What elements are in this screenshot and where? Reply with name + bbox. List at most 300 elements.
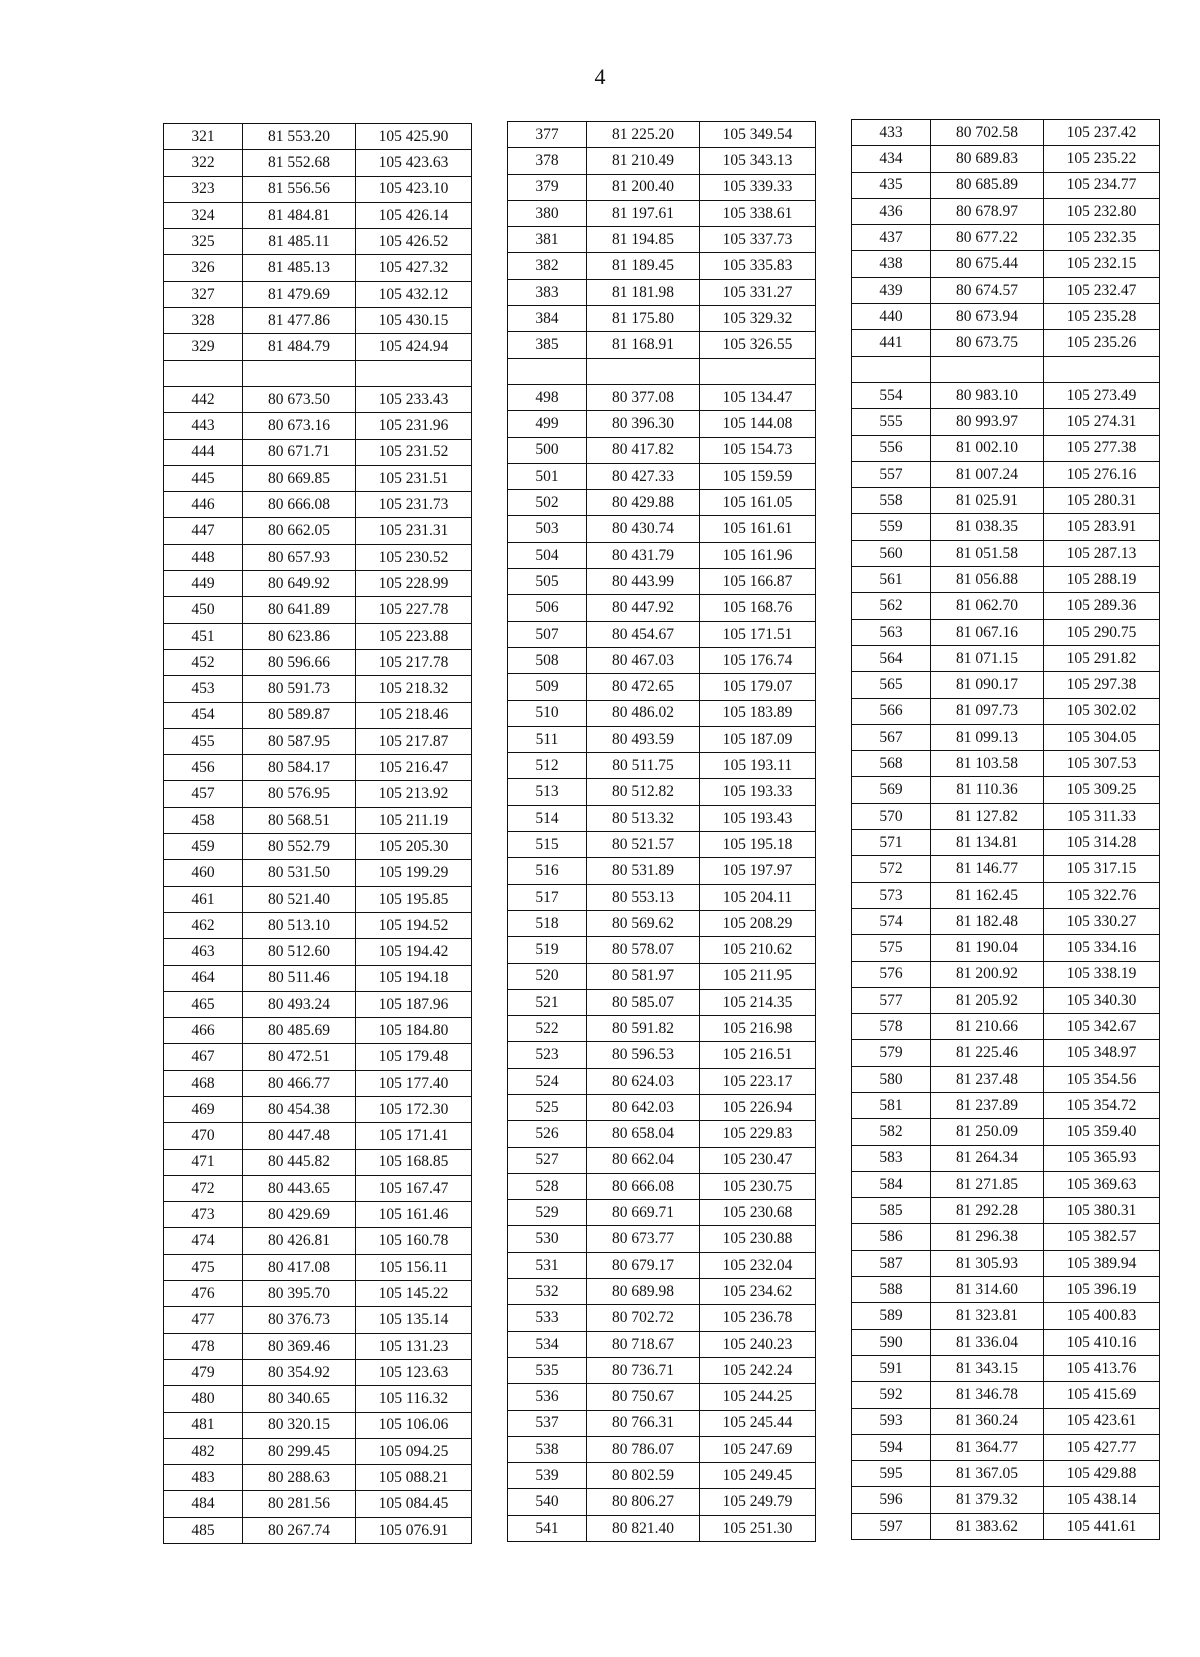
point-number-cell: 325 [164,229,243,255]
point-number-cell: 507 [508,621,587,647]
y-coordinate-cell: 105 432.12 [356,281,472,307]
y-coordinate-cell: 105 195.18 [700,832,816,858]
y-coordinate-cell: 105 331.27 [700,279,816,305]
point-number-cell: 519 [508,937,587,963]
point-number-cell: 441 [852,330,931,356]
table-row [508,989,816,1015]
table-row [852,1277,1160,1303]
table-row [508,1279,816,1305]
table-row [164,1307,472,1333]
x-coordinate-cell: 81 025.91 [931,488,1044,514]
y-coordinate-cell: 105 211.95 [700,963,816,989]
table-row [508,1305,816,1331]
y-coordinate-cell: 105 334.16 [1044,935,1160,961]
x-coordinate-cell: 80 673.77 [587,1226,700,1252]
empty-cell [243,360,356,386]
x-coordinate-cell: 81 002.10 [931,435,1044,461]
table-row [852,1119,1160,1145]
y-coordinate-cell: 105 369.63 [1044,1171,1160,1197]
table-row [852,277,1160,303]
x-coordinate-cell: 81 323.81 [931,1303,1044,1329]
point-number-cell: 537 [508,1410,587,1436]
point-number-cell: 503 [508,516,587,542]
x-coordinate-cell: 81 225.20 [587,122,700,148]
table-row [508,832,816,858]
table-row [164,834,472,860]
x-coordinate-cell: 80 662.04 [587,1147,700,1173]
y-coordinate-cell: 105 227.78 [356,597,472,623]
table-row [508,937,816,963]
table-row [852,1487,1160,1513]
point-number-cell: 576 [852,961,931,987]
table-row [164,728,472,754]
point-number-cell: 564 [852,645,931,671]
point-number-cell: 589 [852,1303,931,1329]
y-coordinate-cell: 105 290.75 [1044,619,1160,645]
x-coordinate-cell: 80 485.69 [243,1018,356,1044]
table-row [508,858,816,884]
table-row [164,1491,472,1517]
point-number-cell: 433 [852,120,931,146]
table-row [164,413,472,439]
y-coordinate-cell: 105 231.96 [356,413,472,439]
point-number-cell: 580 [852,1066,931,1092]
y-coordinate-cell: 105 343.13 [700,148,816,174]
y-coordinate-cell: 105 342.67 [1044,1014,1160,1040]
y-coordinate-cell: 105 425.90 [356,124,472,150]
x-coordinate-cell: 81 162.45 [931,882,1044,908]
x-coordinate-cell: 81 383.62 [931,1513,1044,1539]
y-coordinate-cell: 105 277.38 [1044,435,1160,461]
table-row [852,1513,1160,1539]
point-number-cell: 498 [508,384,587,410]
y-coordinate-cell: 105 429.88 [1044,1461,1160,1487]
y-coordinate-cell: 105 171.41 [356,1123,472,1149]
x-coordinate-cell: 80 673.16 [243,413,356,439]
table-row [508,279,816,305]
table-row [508,1226,816,1252]
table-row [852,803,1160,829]
x-coordinate-cell: 81 237.89 [931,1092,1044,1118]
point-number-cell: 437 [852,225,931,251]
y-coordinate-cell: 105 216.98 [700,1016,816,1042]
point-number-cell: 500 [508,437,587,463]
table-row [164,676,472,702]
point-number-cell: 328 [164,308,243,334]
y-coordinate-cell: 105 288.19 [1044,567,1160,593]
y-coordinate-cell: 105 280.31 [1044,488,1160,514]
y-coordinate-cell: 105 134.47 [700,384,816,410]
y-coordinate-cell: 105 441.61 [1044,1513,1160,1539]
table-row [852,1092,1160,1118]
x-coordinate-cell: 81 205.92 [931,987,1044,1013]
point-number-cell: 467 [164,1044,243,1070]
table-row [508,1121,816,1147]
x-coordinate-cell: 80 578.07 [587,937,700,963]
y-coordinate-cell: 105 166.87 [700,569,816,595]
y-coordinate-cell: 105 307.53 [1044,751,1160,777]
table-row [164,281,472,307]
point-number-cell: 323 [164,176,243,202]
y-coordinate-cell: 105 208.29 [700,910,816,936]
x-coordinate-cell: 80 511.46 [243,965,356,991]
y-coordinate-cell: 105 389.94 [1044,1250,1160,1276]
point-number-cell: 529 [508,1200,587,1226]
y-coordinate-cell: 105 161.61 [700,516,816,542]
table-row [852,1250,1160,1276]
x-coordinate-cell: 81 067.16 [931,619,1044,645]
x-coordinate-cell: 80 584.17 [243,755,356,781]
table-row [852,1303,1160,1329]
empty-cell [587,358,700,384]
x-coordinate-cell: 80 679.17 [587,1252,700,1278]
y-coordinate-cell: 105 235.22 [1044,146,1160,172]
point-number-cell: 584 [852,1171,931,1197]
point-number-cell: 573 [852,882,931,908]
x-coordinate-cell: 81 264.34 [931,1145,1044,1171]
point-number-cell: 449 [164,571,243,597]
y-coordinate-cell: 105 240.23 [700,1331,816,1357]
x-coordinate-cell: 80 678.97 [931,198,1044,224]
point-number-cell: 517 [508,884,587,910]
table-row [508,700,816,726]
point-number-cell: 565 [852,672,931,698]
x-coordinate-cell: 80 662.05 [243,518,356,544]
y-coordinate-cell: 105 235.28 [1044,304,1160,330]
y-coordinate-cell: 105 135.14 [356,1307,472,1333]
point-number-cell: 502 [508,490,587,516]
point-number-cell: 468 [164,1070,243,1096]
y-coordinate-cell: 105 116.32 [356,1386,472,1412]
table-row [508,963,816,989]
x-coordinate-cell: 81 479.69 [243,281,356,307]
x-coordinate-cell: 80 657.93 [243,544,356,570]
x-coordinate-cell: 81 200.92 [931,961,1044,987]
table-row [508,1515,816,1541]
x-coordinate-cell: 81 090.17 [931,672,1044,698]
table-row [164,1044,472,1070]
x-coordinate-cell: 81 225.46 [931,1040,1044,1066]
empty-cell [508,358,587,384]
point-number-cell: 324 [164,202,243,228]
table-row [508,200,816,226]
y-coordinate-cell: 105 231.51 [356,465,472,491]
table-row [852,382,1160,408]
y-coordinate-cell: 105 322.76 [1044,882,1160,908]
x-coordinate-cell: 81 336.04 [931,1329,1044,1355]
x-coordinate-cell: 81 367.05 [931,1461,1044,1487]
point-number-cell: 569 [852,777,931,803]
table-row [852,330,1160,356]
point-number-cell: 477 [164,1307,243,1333]
x-coordinate-cell: 80 417.82 [587,437,700,463]
y-coordinate-cell: 105 187.96 [356,991,472,1017]
y-coordinate-cell: 105 410.16 [1044,1329,1160,1355]
table-row [164,202,472,228]
y-coordinate-cell: 105 338.61 [700,200,816,226]
y-coordinate-cell: 105 193.43 [700,805,816,831]
table-row [164,334,472,360]
x-coordinate-cell: 80 320.15 [243,1412,356,1438]
table-row [164,571,472,597]
point-number-cell: 466 [164,1018,243,1044]
y-coordinate-cell: 105 183.89 [700,700,816,726]
point-number-cell: 522 [508,1016,587,1042]
y-coordinate-cell: 105 396.19 [1044,1277,1160,1303]
y-coordinate-cell: 105 232.47 [1044,277,1160,303]
y-coordinate-cell: 105 242.24 [700,1357,816,1383]
x-coordinate-cell: 81 210.66 [931,1014,1044,1040]
y-coordinate-cell: 105 218.46 [356,702,472,728]
x-coordinate-cell: 80 675.44 [931,251,1044,277]
x-coordinate-cell: 81 314.60 [931,1277,1044,1303]
y-coordinate-cell: 105 123.63 [356,1359,472,1385]
table-row [852,698,1160,724]
y-coordinate-cell: 105 230.52 [356,544,472,570]
x-coordinate-cell: 80 585.07 [587,989,700,1015]
x-coordinate-cell: 81 071.15 [931,645,1044,671]
point-number-cell: 327 [164,281,243,307]
table-row [508,1410,816,1436]
table-row [852,1355,1160,1381]
y-coordinate-cell: 105 314.28 [1044,830,1160,856]
x-coordinate-cell: 81 110.36 [931,777,1044,803]
point-number-cell: 572 [852,856,931,882]
table-row [852,1145,1160,1171]
y-coordinate-cell: 105 330.27 [1044,908,1160,934]
table-row [164,1517,472,1543]
table-row [164,386,472,412]
x-coordinate-cell: 80 443.99 [587,569,700,595]
point-number-cell: 527 [508,1147,587,1173]
point-number-cell: 586 [852,1224,931,1250]
y-coordinate-cell: 105 380.31 [1044,1198,1160,1224]
point-number-cell: 460 [164,860,243,886]
x-coordinate-cell: 80 472.51 [243,1044,356,1070]
table-row [508,306,816,332]
point-number-cell: 473 [164,1202,243,1228]
x-coordinate-cell: 80 786.07 [587,1436,700,1462]
point-number-cell: 472 [164,1175,243,1201]
table-row [852,1408,1160,1434]
table-row [852,304,1160,330]
y-coordinate-cell: 105 088.21 [356,1465,472,1491]
table-row [852,856,1160,882]
point-number-cell: 454 [164,702,243,728]
point-number-cell: 384 [508,306,587,332]
y-coordinate-cell: 105 161.05 [700,490,816,516]
y-coordinate-cell: 105 226.94 [700,1094,816,1120]
point-number-cell: 594 [852,1434,931,1460]
y-coordinate-cell: 105 172.30 [356,1096,472,1122]
point-number-cell: 566 [852,698,931,724]
point-number-cell: 512 [508,753,587,779]
x-coordinate-cell: 81 175.80 [587,306,700,332]
y-coordinate-cell: 105 340.30 [1044,987,1160,1013]
table-row [852,672,1160,698]
point-number-cell: 508 [508,647,587,673]
y-coordinate-cell: 105 251.30 [700,1515,816,1541]
table-row [852,1382,1160,1408]
y-coordinate-cell: 105 309.25 [1044,777,1160,803]
table-row [508,779,816,805]
table-row [508,1042,816,1068]
table-row [508,384,816,410]
table-row [852,409,1160,435]
point-number-cell: 538 [508,1436,587,1462]
y-coordinate-cell: 105 230.68 [700,1200,816,1226]
point-number-cell: 596 [852,1487,931,1513]
x-coordinate-cell: 80 354.92 [243,1359,356,1385]
table-row [508,516,816,542]
x-coordinate-cell: 81 197.61 [587,200,700,226]
point-number-cell: 435 [852,172,931,198]
table-row [508,726,816,752]
y-coordinate-cell: 105 273.49 [1044,382,1160,408]
table-row [508,148,816,174]
y-coordinate-cell: 105 084.45 [356,1491,472,1517]
table-row [852,198,1160,224]
x-coordinate-cell: 80 417.08 [243,1254,356,1280]
x-coordinate-cell: 80 649.92 [243,571,356,597]
x-coordinate-cell: 80 288.63 [243,1465,356,1491]
point-number-cell: 590 [852,1329,931,1355]
point-number-cell: 539 [508,1463,587,1489]
x-coordinate-cell: 81 553.20 [243,124,356,150]
y-coordinate-cell: 105 291.82 [1044,645,1160,671]
table-row [164,308,472,334]
point-number-cell: 528 [508,1173,587,1199]
x-coordinate-cell: 80 426.81 [243,1228,356,1254]
y-coordinate-cell: 105 232.04 [700,1252,816,1278]
coordinate-table-column-2 [507,121,816,1542]
point-number-cell: 541 [508,1515,587,1541]
y-coordinate-cell: 105 232.80 [1044,198,1160,224]
table-row [164,991,472,1017]
y-coordinate-cell: 105 326.55 [700,332,816,358]
y-coordinate-cell: 105 229.83 [700,1121,816,1147]
x-coordinate-cell: 81 103.58 [931,751,1044,777]
y-coordinate-cell: 105 427.32 [356,255,472,281]
point-number-cell: 452 [164,649,243,675]
y-coordinate-cell: 105 231.31 [356,518,472,544]
y-coordinate-cell: 105 194.52 [356,912,472,938]
x-coordinate-cell: 80 673.50 [243,386,356,412]
point-number-cell: 540 [508,1489,587,1515]
y-coordinate-cell: 105 156.11 [356,1254,472,1280]
y-coordinate-cell: 105 426.14 [356,202,472,228]
table-row [852,435,1160,461]
y-coordinate-cell: 105 144.08 [700,411,816,437]
table-row [508,753,816,779]
point-number-cell: 459 [164,834,243,860]
y-coordinate-cell: 105 430.15 [356,308,472,334]
y-coordinate-cell: 105 223.17 [700,1068,816,1094]
y-coordinate-cell: 105 339.33 [700,174,816,200]
point-number-cell: 457 [164,781,243,807]
blank-separator-row [164,360,472,386]
point-number-cell: 479 [164,1359,243,1385]
y-coordinate-cell: 105 231.52 [356,439,472,465]
x-coordinate-cell: 81 146.77 [931,856,1044,882]
x-coordinate-cell: 81 127.82 [931,803,1044,829]
point-number-cell: 439 [852,277,931,303]
table-row [508,595,816,621]
table-row [164,1123,472,1149]
y-coordinate-cell: 105 247.69 [700,1436,816,1462]
y-coordinate-cell: 105 233.43 [356,386,472,412]
y-coordinate-cell: 105 187.09 [700,726,816,752]
point-number-cell: 575 [852,935,931,961]
y-coordinate-cell: 105 167.47 [356,1175,472,1201]
x-coordinate-cell: 80 429.69 [243,1202,356,1228]
x-coordinate-cell: 80 983.10 [931,382,1044,408]
y-coordinate-cell: 105 216.47 [356,755,472,781]
x-coordinate-cell: 80 513.10 [243,912,356,938]
y-coordinate-cell: 105 382.57 [1044,1224,1160,1250]
x-coordinate-cell: 81 552.68 [243,150,356,176]
point-number-cell: 464 [164,965,243,991]
point-number-cell: 505 [508,569,587,595]
y-coordinate-cell: 105 168.76 [700,595,816,621]
x-coordinate-cell: 80 702.72 [587,1305,700,1331]
x-coordinate-cell: 81 305.93 [931,1250,1044,1276]
y-coordinate-cell: 105 218.32 [356,676,472,702]
blank-separator-row [852,356,1160,382]
x-coordinate-cell: 80 467.03 [587,647,700,673]
x-coordinate-cell: 81 182.48 [931,908,1044,934]
table-row [164,255,472,281]
point-number-cell: 532 [508,1279,587,1305]
point-number-cell: 381 [508,227,587,253]
x-coordinate-cell: 81 097.73 [931,698,1044,724]
table-row [852,1329,1160,1355]
empty-cell [356,360,472,386]
y-coordinate-cell: 105 413.76 [1044,1355,1160,1381]
x-coordinate-cell: 80 802.59 [587,1463,700,1489]
point-number-cell: 558 [852,488,931,514]
point-number-cell: 568 [852,751,931,777]
table-row [852,619,1160,645]
empty-cell [700,358,816,384]
y-coordinate-cell: 105 230.47 [700,1147,816,1173]
x-coordinate-cell: 81 181.98 [587,279,700,305]
y-coordinate-cell: 105 205.30 [356,834,472,860]
table-row [164,176,472,202]
table-row [164,544,472,570]
x-coordinate-cell: 80 281.56 [243,1491,356,1517]
point-number-cell: 501 [508,463,587,489]
point-number-cell: 475 [164,1254,243,1280]
x-coordinate-cell: 81 189.45 [587,253,700,279]
x-coordinate-cell: 80 669.85 [243,465,356,491]
x-coordinate-cell: 80 267.74 [243,1517,356,1543]
point-number-cell: 379 [508,174,587,200]
point-number-cell: 554 [852,382,931,408]
table-row [508,332,816,358]
x-coordinate-cell: 81 556.56 [243,176,356,202]
table-row [508,805,816,831]
y-coordinate-cell: 105 245.44 [700,1410,816,1436]
point-number-cell: 456 [164,755,243,781]
point-number-cell: 461 [164,886,243,912]
x-coordinate-cell: 80 427.33 [587,463,700,489]
y-coordinate-cell: 105 160.78 [356,1228,472,1254]
table-row [508,411,816,437]
x-coordinate-cell: 81 190.04 [931,935,1044,961]
y-coordinate-cell: 105 232.15 [1044,251,1160,277]
table-row [508,647,816,673]
